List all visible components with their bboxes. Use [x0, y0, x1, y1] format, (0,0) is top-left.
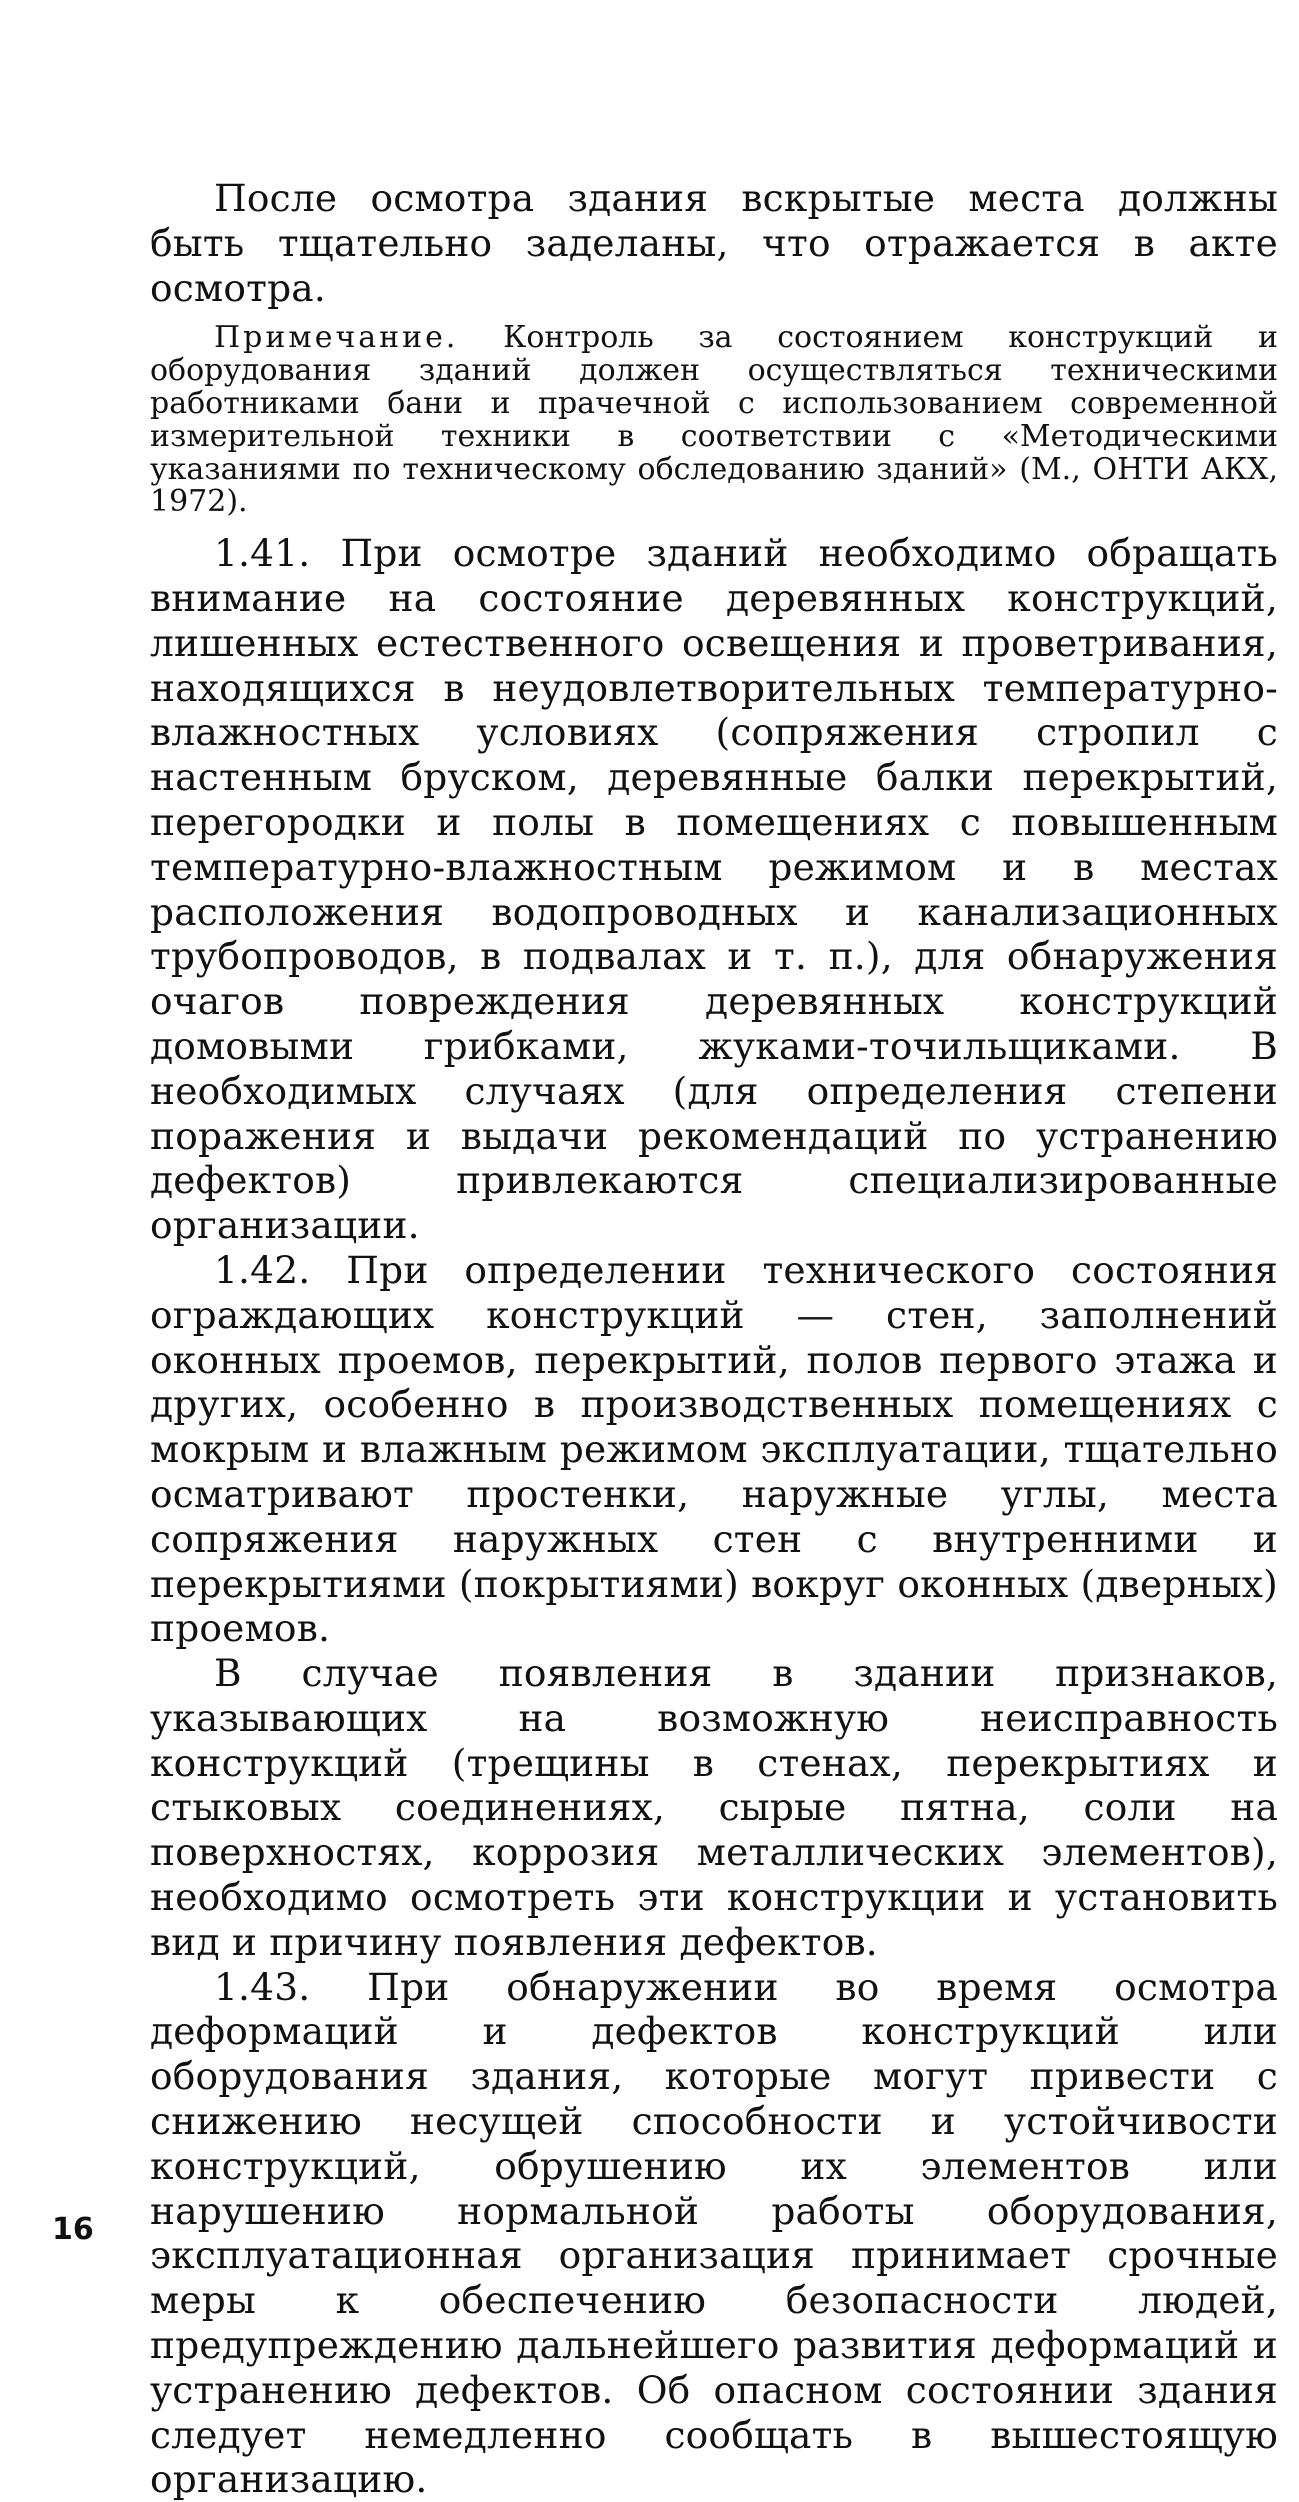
page-number: 16 [52, 2212, 94, 2247]
paragraph-1-43: 1.43. При обнаружении во время осмотра деформаций и дефектов конструкций или оборудования здания, которые могут привести с снижению несущей способности и устойчивости конструкций, обрушению их элементов или нарушению нормальной работы оборудования, эксплуатационная организация принимает срочные меры к обеспечению безопасности людей, предупреждению дальнейшего развития деформаций и устранению дефектов. Об опасном состоянии здания следует немедленно сообщать в вышестоящую организацию. [150, 1964, 1278, 2502]
paragraph-1-41: 1.41. При осмотре зданий необходимо обращать внимание на состояние деревянных конструкций, лишенных естественного освещения и проветривания, находящихся в неудовлетворительных температурно-влажностных условиях (сопряжения стропил с настенным бруском, деревянные балки перекрытий, перегородки и полы в помещениях с повышенным температурно-влажностным режимом и в местах расположения водопроводных и канализационных трубопроводов, в подвалах и т. п.), для обнаружения очагов повреждения деревянных конструкций домовыми грибками, жуками-точильщиками. В необходимых случаях (для определения степени поражения и выдачи рекомендаций по устранению дефектов) привлекаются специализированные организации. [150, 531, 1278, 1248]
note-text: Контроль за состоянием конструкций и оборудования зданий должен осуществляться техническими работниками бани и прачечной с использованием современной измерительной техники в соответствии с «Методическими указаниями по техническому обследованию зданий» (М., ОНТИ АКХ, 1972). [150, 320, 1278, 520]
paragraph-1-42-continued: В случае появления в здании признаков, указывающих на возможную неисправность конструкций (трещины в стенах, перекрытиях и стыковых соединениях, сырые пятна, соли на поверхностях, коррозия металлических элементов), необходимо осмотреть эти конструкции и установить вид и причину появления дефектов. [150, 1651, 1278, 1964]
body-text [150, 176, 1278, 2502]
paragraph-inspection-closure: После осмотра здания вскрытые места должны быть тщательно заделаны, что отражается в акте осмотра. [150, 176, 1278, 310]
note-label: Примечание. [214, 320, 459, 356]
note-paragraph [150, 322, 1278, 519]
paragraph-1-42: 1.42. При определении технического состояния ограждающих конструкций — стен, заполнений оконных проемов, перекрытий, полов первого этажа и других, особенно в производственных помещениях с мокрым и влажным режимом эксплуатации, тщательно осматривают простенки, наружные углы, места сопряжения наружных стен с внутренними и перекрытиями (покрытиями) вокруг оконных (дверных) проемов. [150, 1247, 1278, 1651]
